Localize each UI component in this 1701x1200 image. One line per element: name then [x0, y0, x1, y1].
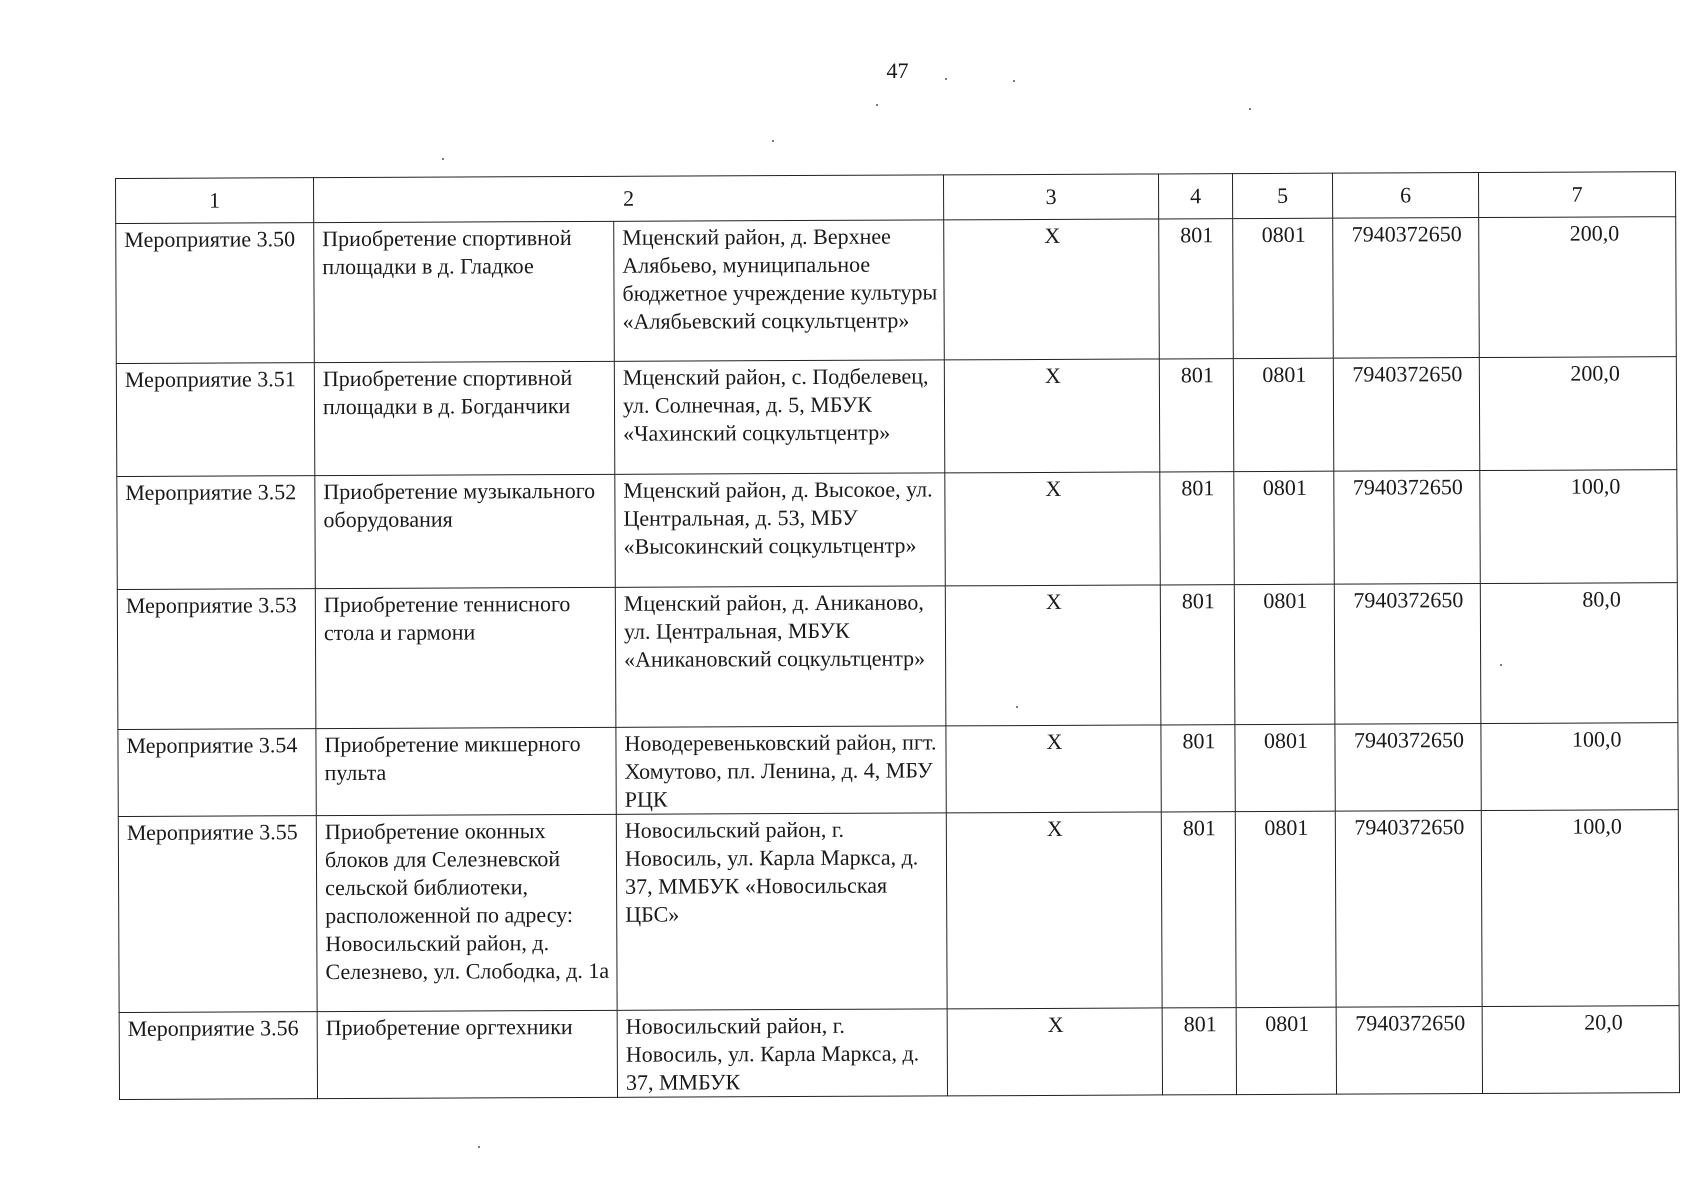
page-number: 47 — [886, 58, 909, 83]
cell-col5: 0801 — [1235, 724, 1335, 811]
cell-col7: 200,0 — [1479, 217, 1677, 358]
cell-location: Мценский район, с. Подбелевец, ул. Солнечная, д. 5, МБУК «Чахинский соцкультцентр» — [614, 360, 944, 474]
cell-col6: 7940372650 — [1335, 811, 1482, 1008]
scan-speck — [772, 140, 774, 142]
scan-speck — [876, 104, 878, 106]
scan-speck — [478, 1146, 480, 1148]
cell-col3: Х — [946, 812, 1162, 1009]
cell-location: Новосильский район, г. Новосиль, ул. Карла Маркса, д. 37, ММБУК «Новосильская ЦБС» — [616, 813, 947, 1010]
cell-event-label: Мероприятие 3.52 — [117, 476, 315, 590]
cell-event-label: Мероприятие 3.55 — [118, 816, 317, 1013]
header-cell-1: 1 — [116, 178, 314, 224]
cell-col6: 7940372650 — [1335, 724, 1481, 812]
cell-col4: 801 — [1160, 585, 1235, 725]
cell-description: Приобретение теннисного стола и гармони — [315, 587, 616, 728]
cell-col6: 7940372650 — [1333, 358, 1479, 472]
cell-event-label: Мероприятие 3.51 — [116, 363, 314, 477]
cell-col3: Х — [945, 472, 1160, 586]
table-row — [116, 217, 1677, 364]
scan-speck — [1016, 706, 1018, 708]
cell-event-label: Мероприятие 3.54 — [118, 729, 316, 817]
header-cell-5: 5 — [1232, 173, 1332, 218]
table-header-row — [116, 172, 1676, 224]
cell-description: Приобретение спортивной площадки в д. Гладкое — [314, 221, 615, 362]
cell-col4: 801 — [1159, 219, 1234, 359]
cell-col7: 80,0 — [1480, 583, 1678, 724]
cell-description: Приобретение оконных блоков для Селезневской сельской библиотеки, расположенной по адресу: Новосильский район, д. Селезнево, ул. Слободка, д. 1а — [316, 814, 617, 1011]
cell-col5: 0801 — [1233, 358, 1333, 471]
cell-col3: Х — [946, 725, 1161, 813]
table-row — [117, 470, 1677, 590]
scan-speck — [1013, 80, 1015, 82]
cell-col3: Х — [944, 359, 1159, 473]
cell-event-label: Мероприятие 3.56 — [119, 1012, 317, 1100]
cell-col4: 801 — [1162, 1008, 1236, 1095]
table-row — [118, 723, 1678, 817]
cell-col6: 7940372650 — [1333, 218, 1480, 359]
cell-description: Приобретение спортивной площадки в д. Богданчики — [314, 361, 614, 475]
cell-event-label: Мероприятие 3.50 — [116, 223, 315, 364]
cell-col5: 0801 — [1236, 1007, 1336, 1094]
cell-location: Новосильский район, г. Новосиль, ул. Карла Маркса, д. 37, ММБУК — [617, 1009, 947, 1097]
scan-speck — [1500, 664, 1502, 666]
cell-col6: 7940372650 — [1334, 471, 1480, 585]
cell-location: Мценский район, д. Верхнее Алябьево, муниципальное бюджетное учреждение культуры «Алябьевский соцкультцентр» — [614, 220, 945, 361]
cell-event-label: Мероприятие 3.53 — [117, 589, 316, 730]
header-cell-3: 3 — [943, 174, 1158, 220]
cell-location: Мценский район, д. Высокое, ул. Центральная, д. 53, МБУ «Высокинский соцкультцентр» — [615, 473, 945, 587]
cell-description: Приобретение оргтехники — [317, 1010, 617, 1098]
table-row — [117, 583, 1678, 730]
cell-col3: Х — [947, 1008, 1162, 1096]
cell-col4: 801 — [1159, 359, 1233, 472]
cell-col4: 801 — [1161, 725, 1235, 812]
cell-col5: 0801 — [1234, 471, 1334, 584]
cell-col3: Х — [945, 585, 1161, 726]
scan-speck — [945, 78, 947, 80]
scan-speck — [1249, 108, 1251, 110]
table-row — [119, 1006, 1679, 1100]
cell-description: Приобретение музыкального оборудования — [315, 474, 615, 588]
header-cell-7: 7 — [1478, 172, 1675, 218]
cell-col7: 200,0 — [1479, 357, 1676, 471]
cell-col5: 0801 — [1235, 811, 1336, 1007]
cell-col3: Х — [944, 219, 1160, 360]
budget-table — [115, 171, 1680, 1100]
table-row — [118, 810, 1679, 1013]
cell-col7: 100,0 — [1481, 723, 1678, 811]
cell-col7: 100,0 — [1481, 810, 1679, 1007]
scan-speck — [442, 158, 444, 160]
cell-col5: 0801 — [1234, 584, 1335, 724]
table-row — [116, 357, 1676, 477]
cell-col4: 801 — [1160, 472, 1234, 585]
header-cell-6: 6 — [1332, 173, 1478, 219]
cell-col5: 0801 — [1233, 218, 1334, 358]
cell-location: Мценский район, д. Аниканово, ул. Центральная, МБУК «Аникановский соцкультцентр» — [615, 586, 946, 727]
cell-col7: 100,0 — [1480, 470, 1677, 584]
cell-col6: 7940372650 — [1334, 584, 1481, 725]
cell-location: Новодеревеньковский район, пгт. Хомутово, пл. Ленина, д. 4, МБУ РЦК — [616, 726, 946, 814]
cell-description: Приобретение микшерного пульта — [316, 727, 616, 815]
cell-col7: 20,0 — [1482, 1006, 1679, 1094]
cell-col6: 7940372650 — [1336, 1007, 1482, 1095]
header-cell-4: 4 — [1158, 174, 1232, 219]
cell-col4: 801 — [1161, 812, 1236, 1008]
header-cell-2: 2 — [314, 175, 944, 223]
